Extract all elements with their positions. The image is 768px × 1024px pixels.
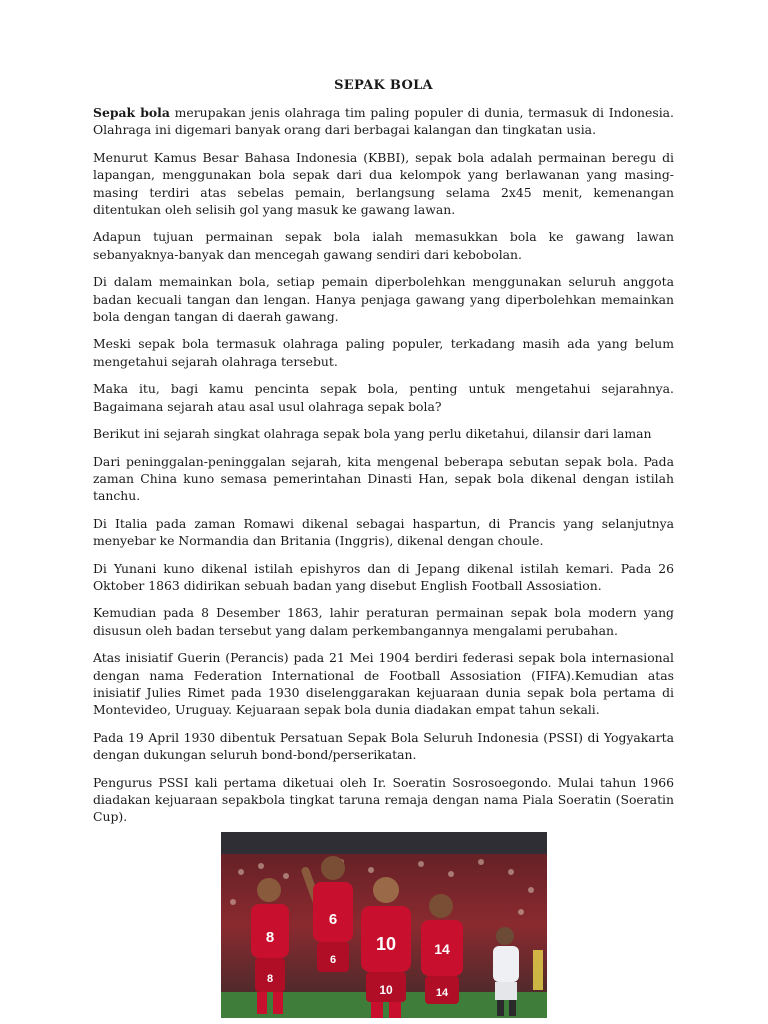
svg-text:10: 10 [378,982,393,997]
svg-text:14: 14 [433,940,450,957]
paragraph-italia: Di Italia pada zaman Romawi dikenal sebagai haspartun, di Prancis yang selanjutnya menyebar ke Normandia dan Britania (Inggris), dikenal dengan choule. [93,515,674,549]
paragraph-soeratin: Pengurus PSSI kali pertama diketuai oleh Ir. Soeratin Sosrosoegondo. Mulai tahun 1966 diadakan kejuaraan sepakbola tingkat taruna remaja dengan nama Piala Soeratin (Soeratin Cup). [93,774,674,825]
svg-text:10: 10 [375,933,396,954]
football-team-photo [221,832,547,1018]
paragraph-aturan: Di dalam memainkan bola, setiap pemain diperbolehkan menggunakan seluruh anggota badan kecuali tangan dan lengan. Hanya penjaga gawang yang diperbolehkan memainkan bola dengan tangan di daerah gawang. [93,274,674,325]
paragraph-tujuan: Adapun tujuan permainan sepak bola ialah memasukkan bola ke gawang lawan sebanyaknya-banyak dan mencegah gawang sendiri dari kebobolan. [93,229,674,262]
paragraph-sejarah-intro: Maka itu, bagi kamu pencinta sepak bola, penting untuk mengetahui sejarahnya. Bagaimana sejarah atau asal usul olahraga sepak bola? [93,381,674,414]
paragraph-china: Dari peninggalan-peninggalan sejarah, kita mengenal beberapa sebutan sepak bola. Pada zaman China kuno semasa pemerintahan Dinasti Han, sepak bola dikenal dengan istilah tanchu. [93,453,674,504]
svg-text:6: 6 [328,910,337,928]
intro-paragraph [93,104,674,139]
paragraph-fifa: Atas inisiatif Guerin (Perancis) pada 21 Mei 1904 berdiri federasi sepak bola internasional dengan nama Federation International de Football Assosiation (FIFA).Kemudian atas inisiatif Julies Rimet pada 1930 diselenggarakan kejuaraan dunia sepak bola pertama di Montevideo, Uruguay. Kejuaraan sepak bola dunia diadakan empat tahun sekali. [93,650,674,718]
paragraph-peraturan: Kemudian pada 8 Desember 1863, lahir peraturan permainan sepak bola modern yang disusun oleh badan tersebut yang dalam perkembangannya mengalami perubahan. [93,605,674,638]
paragraph-yunani: Di Yunani kuno dikenal istilah epishyros dan di Jepang dikenal istilah kemari. Pada 26 Oktober 1863 didirikan sebuah badan yang disebut English Football Assosiation. [93,560,674,593]
paragraph-populer: Meski sepak bola termasuk olahraga paling populer, terkadang masih ada yang belum mengetahui sejarah olahraga tersebut. [93,336,674,369]
intro-bold: Sepak bola [93,105,170,120]
svg-text:14: 14 [435,986,448,999]
paragraph-pssi: Pada 19 April 1930 dibentuk Persatuan Sepak Bola Seluruh Indonesia (PSSI) di Yogyakarta dengan dukungan seluruh bond-bond/perserikatan. [93,729,674,763]
paragraph-dilansir: Berikut ini sejarah singkat olahraga sepak bola yang perlu diketahui, dilansir dari laman [93,426,652,442]
svg-text:8: 8 [265,928,274,946]
document-title: SEPAK BOLA [334,78,433,93]
document-body [93,78,674,1018]
svg-text:6: 6 [329,953,336,966]
svg-text:8: 8 [266,972,273,985]
intro-text: merupakan jenis olahraga tim paling populer di dunia, termasuk di Indonesia. Olahraga ini digemari banyak orang dari berbagai kalangan dan tingkatan usia. [93,105,674,138]
paragraph-kbbi: Menurut Kamus Besar Bahasa Indonesia (KBBI), sepak bola adalah permainan beregu di lapangan, menggunakan bola sepak dari dua kelompok yang berlawanan yang masing-masing terdiri atas sebelas pemain, berlangsung selama 2x45 menit, kemenangan ditentukan oleh selisih gol yang masuk ke gawang lawan. [93,149,674,218]
